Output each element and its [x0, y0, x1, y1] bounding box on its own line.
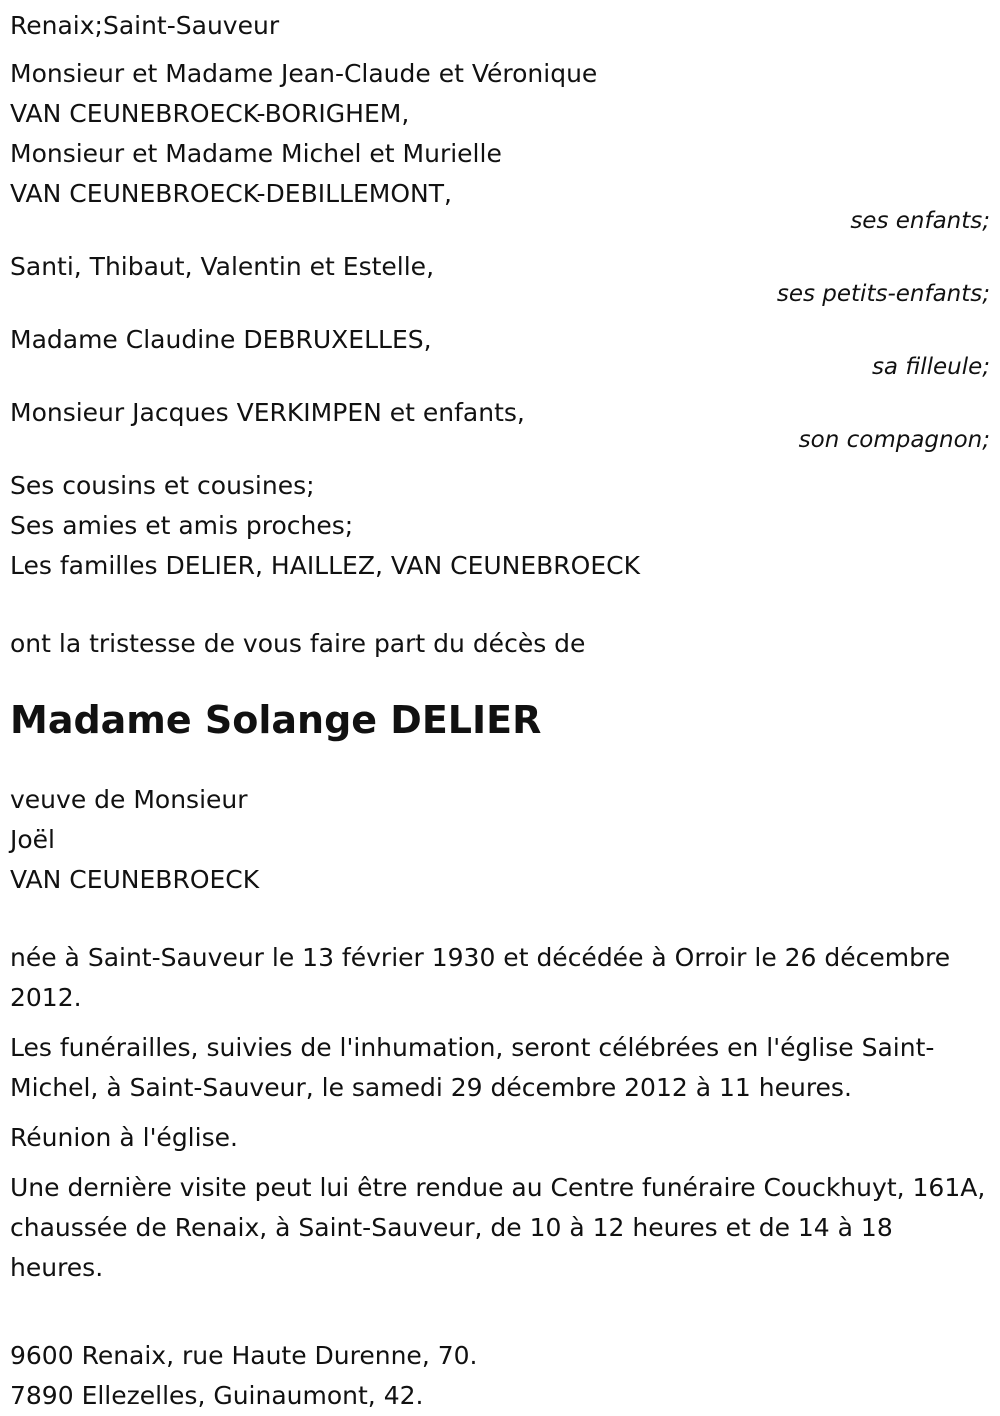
children-line-1: Monsieur et Madame Jean-Claude et Véronique [10, 59, 598, 88]
companion-name: Monsieur Jacques VERKIMPEN et enfants, [10, 398, 525, 427]
announcement-text: ont la tristesse de vous faire part du décès de [10, 629, 586, 658]
widow-line-1: veuve de Monsieur [10, 785, 248, 814]
goddaughter-role: sa filleule; [871, 354, 990, 380]
deceased-name: Madame Solange DELIER [10, 698, 542, 742]
others-line-2: Ses amies et amis proches; [10, 511, 354, 540]
children-line-3: Monsieur et Madame Michel et Murielle [10, 139, 502, 168]
goddaughter-name: Madame Claudine DEBRUXELLES, [10, 325, 432, 354]
companion-block [10, 393, 990, 452]
address-line-1: 9600 Renaix, rue Haute Durenne, 70. [10, 1341, 478, 1370]
grandchildren-role: ses petits-enfants; [776, 281, 990, 307]
widow-line-3: VAN CEUNEBROECK [10, 865, 260, 894]
others-line-1: Ses cousins et cousines; [10, 471, 315, 500]
visit-text: Une dernière visite peut lui être rendue au Centre funéraire Couckhuyt, 161A, chaussée de Renaix, à Saint-Sauveur, de 10 à 12 heures et de 14 à 18 heures. [10, 1173, 986, 1282]
children-line-4: VAN CEUNEBROECK-DEBILLEMONT, [10, 179, 452, 208]
companion-role: son compagnon; [798, 427, 990, 453]
birth-death-text: née à Saint-Sauveur le 13 février 1930 et décédée à Orroir le 26 décembre 2012. [10, 943, 951, 1012]
grandchildren-names: Santi, Thibaut, Valentin et Estelle, [10, 252, 435, 281]
goddaughter-block [10, 320, 990, 379]
children-line-2: VAN CEUNEBROECK-BORIGHEM, [10, 99, 410, 128]
others-line-3: Les familles DELIER, HAILLEZ, VAN CEUNEBROECK [10, 551, 641, 580]
location-header: Renaix;Saint-Sauveur [10, 11, 280, 40]
addresses-block [10, 1336, 990, 1416]
funeral-text: Les funérailles, suivies de l'inhumation, seront célébrées en l'église Saint-Michel, à Saint-Sauveur, le samedi 29 décembre 2012 à 11 heures. [10, 1033, 935, 1102]
widow-block [10, 780, 990, 900]
grandchildren-block [10, 247, 990, 306]
meeting-text: Réunion à l'église. [10, 1123, 238, 1152]
children-role: ses enfants; [850, 208, 990, 234]
others-block [10, 466, 990, 586]
address-line-2: 7890 Ellezelles, Guinaumont, 42. [10, 1381, 424, 1410]
children-block [10, 54, 990, 233]
widow-line-2: Joël [10, 825, 55, 854]
